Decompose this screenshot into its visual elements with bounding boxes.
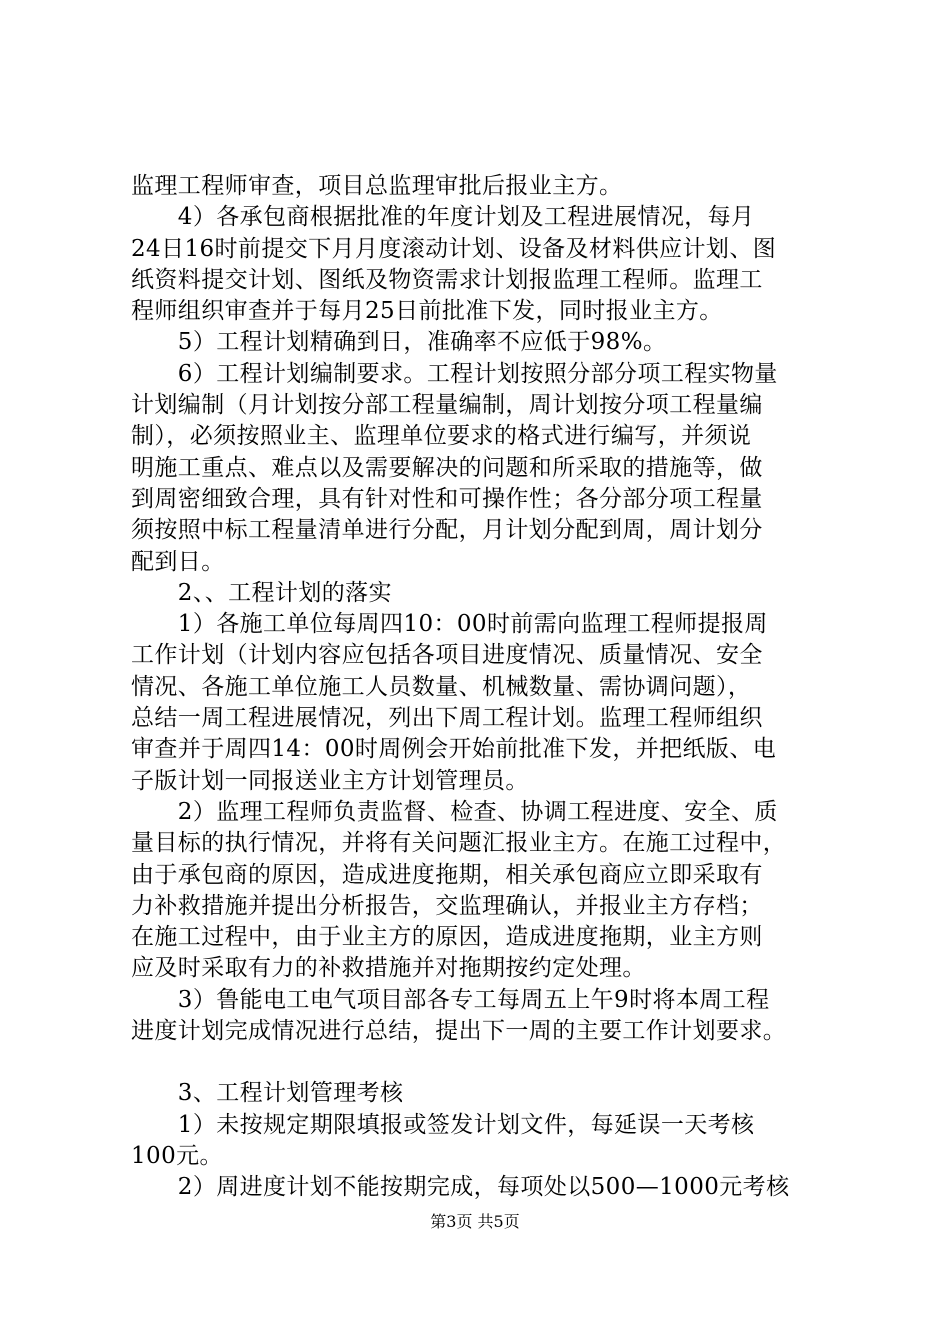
text-line: 5）工程计划精确到日，准确率不应低于98%。 <box>131 329 667 356</box>
text-line: 量目标的执行情况，并将有关问题汇报业主方。在施工过程中， <box>131 830 787 857</box>
text-line: 制），必须按照业主、监理单位要求的格式进行编写，并须说 <box>131 423 752 450</box>
text-line: 子版计划一同报送业主方计划管理员。 <box>131 767 529 794</box>
text-line: 监理工程师审查，项目总监理审批后报业主方。 <box>131 173 623 199</box>
text-line: 情况、各施工单位施工人员数量、机械数量、需协调问题）， <box>131 673 752 700</box>
document-body <box>131 171 841 1204</box>
text-line: 由于承包商的原因，造成进度拖期，相关承包商应立即采取有 <box>131 861 763 888</box>
text-line: 在施工过程中，由于业主方的原因，造成进度拖期，业主方则 <box>131 924 763 951</box>
text-line: 须按照中标工程量清单进行分配，月计划分配到周，周计划分 <box>131 517 763 544</box>
text-line: 力补救措施并提出分析报告，交监理确认，并报业主方存档； <box>131 892 763 919</box>
text-line: 1）各施工单位每周四10：00时前需向监理工程师提报周 <box>131 611 768 638</box>
text-line: 6）工程计划编制要求。工程计划按照分部分项工程实物量 <box>131 360 778 387</box>
text-line: 明施工重点、难点以及需要解决的问题和所采取的措施等，做 <box>131 454 763 481</box>
paragraph-gap <box>131 1047 841 1078</box>
page-number-footer: 第3页 共5页 <box>430 1212 520 1231</box>
text-line: 4）各承包商根据批准的年度计划及工程进展情况，每月 <box>131 204 755 231</box>
text-line: 2）监理工程师负责监督、检查、协调工程进度、安全、质 <box>131 798 778 825</box>
text-line: 程师组织审查并于每月25日前批准下发，同时报业主方。 <box>131 298 723 325</box>
text-line: 到周密细致合理，具有针对性和可操作性；各分部分项工程量 <box>131 485 763 512</box>
section-heading: 2、、工程计划的落实 <box>131 579 392 606</box>
section-heading: 3、工程计划管理考核 <box>131 1080 404 1107</box>
text-line: 配到日。 <box>131 548 225 575</box>
text-line: 进度计划完成情况进行总结，提出下一周的主要工作计划要求。 <box>131 1018 787 1045</box>
text-line: 工作计划（计划内容应包括各项目进度情况、质量情况、安全 <box>131 642 763 669</box>
text-line: 纸资料提交计划、图纸及物资需求计划报监理工程师。监理工 <box>131 266 763 293</box>
text-line: 审查并于周四14：00时周例会开始前批准下发，并把纸版、电 <box>131 736 777 763</box>
text-line: 应及时采取有力的补救措施并对拖期按约定处理。 <box>131 955 646 982</box>
text-line: 24日16时前提交下月月度滚动计划、设备及材料供应计划、图 <box>131 235 777 262</box>
text-line: 3）鲁能电工电气项目部各专工每周五上午9时将本周工程 <box>131 986 770 1013</box>
text-line: 2）周进度计划不能按期完成，每项处以500—1000元考核 <box>131 1174 790 1201</box>
text-line: 总结一周工程进展情况，列出下周工程计划。监理工程师组织 <box>131 705 763 732</box>
text-line: 100元。 <box>131 1142 223 1169</box>
text-line: 1）未按规定期限填报或签发计划文件，每延误一天考核 <box>131 1111 755 1138</box>
text-line: 计划编制（月计划按分部工程量编制，周计划按分项工程量编 <box>131 392 763 419</box>
